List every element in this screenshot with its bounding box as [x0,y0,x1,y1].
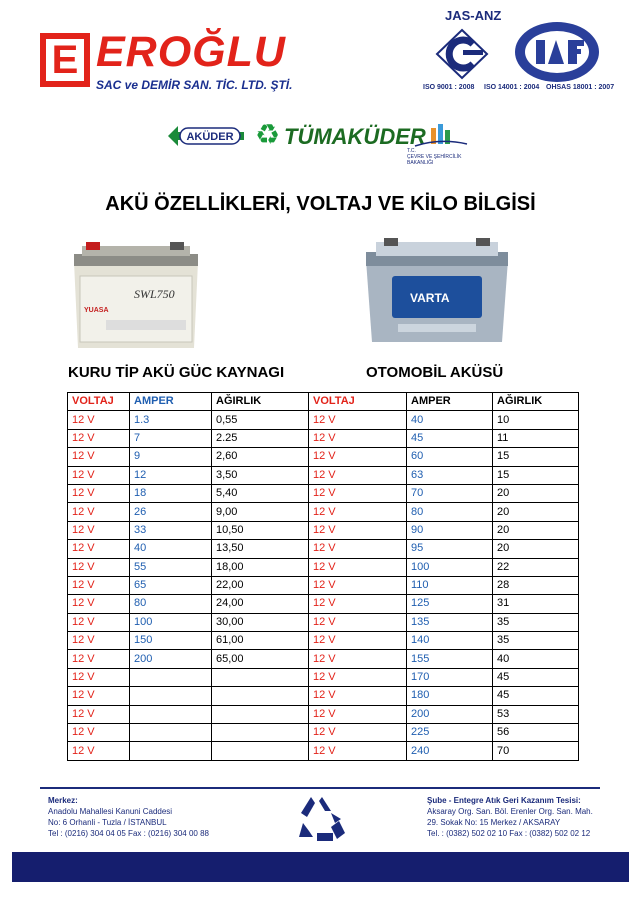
table-cell: 18 [130,484,212,502]
table-cell: 12 V [68,558,130,576]
table-cell: 12 V [68,411,130,429]
table-cell: 12 V [309,411,407,429]
iaf-logo [512,18,602,86]
table-cell: 12 V [309,632,407,650]
table-cell [212,742,309,760]
table-cell: 45 [493,668,579,686]
section-car-battery: OTOMOBİL AKÜSÜ [366,364,504,381]
table-cell: 12 V [68,540,130,558]
table-cell: 12 V [68,668,130,686]
header-voltage-right: VOLTAJ [309,393,407,411]
footer-divider [40,787,600,789]
header-weight-right: AĞIRLIK [493,393,579,411]
table-cell: 12 V [309,724,407,742]
table-cell: 12 V [68,742,130,760]
table-cell: 65,00 [212,650,309,668]
header-amper-left: AMPER [130,393,212,411]
table-cell: 135 [407,613,493,631]
table-cell: 11 [493,429,579,447]
table-cell: 12 V [309,613,407,631]
table-row [68,540,579,558]
table-cell [130,724,212,742]
table-cell: 70 [407,484,493,502]
table-cell: 12 V [309,576,407,594]
table-cell: 5,40 [212,484,309,502]
table-cell: 63 [407,466,493,484]
table-cell: 10 [493,411,579,429]
table-cell: 12 V [68,650,130,668]
table-cell: 80 [407,503,493,521]
table-cell [212,724,309,742]
company-subtitle: SAC ve DEMİR SAN. TİC. LTD. ŞTİ. [96,78,293,92]
table-cell: 33 [130,521,212,539]
table-cell: 12 V [309,466,407,484]
table-cell: 12 V [68,484,130,502]
akuder-logo [166,123,252,149]
table-cell: 15 [493,466,579,484]
table-cell: 100 [407,558,493,576]
table-cell [130,705,212,723]
table-cell: 12 V [68,429,130,447]
table-cell [130,742,212,760]
table-row [68,742,579,760]
table-cell: 0,55 [212,411,309,429]
table-cell: 12 V [68,724,130,742]
table-cell: 12 V [309,705,407,723]
table-cell: 30,00 [212,613,309,631]
table-cell: 18,00 [212,558,309,576]
table-cell: 155 [407,650,493,668]
table-row [68,687,579,705]
footer-hq-address: Merkez: Anadolu Mahallesi Kanuni Caddesi No: 6 Orhanli - Tuzla / İSTANBUL Tel : (0216) 304 04 05 Fax : (0216) 304 00 88 [48,796,209,838]
table-cell: 22,00 [212,576,309,594]
company-name: EROĞLU [96,28,286,76]
table-cell: 1.3 [130,411,212,429]
table-cell: 20 [493,521,579,539]
table-cell: 125 [407,595,493,613]
table-cell: 22 [493,558,579,576]
footer-branch-address: Şube - Entegre Atık Geri Kazanım Tesisi: Aksaray Org. San. Böl. Erenler Org. San. Mah. 29. Sokak No: 15 Merkez / AKSARAY Tel. : (0382) 502 02 10 Fax : (0382) 502 02 12 [427,796,593,838]
table-row [68,503,579,521]
table-row [68,705,579,723]
table-cell: 9 [130,448,212,466]
table-cell: 200 [130,650,212,668]
table-cell: 12 V [309,668,407,686]
table-cell: 65 [130,576,212,594]
table-cell: 70 [493,742,579,760]
table-cell: 28 [493,576,579,594]
table-cell: 12 V [68,595,130,613]
table-cell: 45 [407,429,493,447]
table-cell: 100 [130,613,212,631]
table-cell: 90 [407,521,493,539]
battery-table [67,392,579,761]
table-cell: 12 V [309,540,407,558]
table-cell: 12 V [68,705,130,723]
table-cell: 225 [407,724,493,742]
table-row [68,632,579,650]
table-cell: 150 [130,632,212,650]
company-logo [40,33,90,87]
yuasa-label: YUASA [84,307,109,314]
table-cell: 12 V [68,503,130,521]
table-cell: 12 V [309,742,407,760]
table-cell: 110 [407,576,493,594]
table-cell: 12 V [309,448,407,466]
table-cell: 35 [493,632,579,650]
table-cell: 12 V [309,429,407,447]
section-dry-battery: KURU TİP AKÜ GÜC KAYNAGI [68,364,285,381]
table-cell: 12 V [68,613,130,631]
jas-anz-logo [433,26,491,82]
table-row [68,650,579,668]
table-cell: 24,00 [212,595,309,613]
table-cell: 53 [493,705,579,723]
table-cell: 12 V [309,484,407,502]
dry-battery-image [66,240,206,352]
table-cell: 13,50 [212,540,309,558]
table-row [68,724,579,742]
table-cell: 2,60 [212,448,309,466]
table-cell: 40 [407,411,493,429]
table-cell: 31 [493,595,579,613]
table-cell: 12 V [68,448,130,466]
table-cell: 80 [130,595,212,613]
akuder-text: AKÜDER [186,131,234,143]
table-cell [212,687,309,705]
table-cell: 12 V [309,558,407,576]
table-cell: 2.25 [212,429,309,447]
table-cell: 12 V [68,466,130,484]
table-cell: 10,50 [212,521,309,539]
tumakuder-logo: TÜMAKÜDER [284,124,426,149]
battery-model-label: SWL750 [134,287,175,301]
logo-letter: E [51,38,79,82]
table-cell [130,687,212,705]
header-amper-right: AMPER [407,393,493,411]
table-cell: 12 V [309,687,407,705]
table-cell: 180 [407,687,493,705]
page-title: AKÜ ÖZELLİKLERİ, VOLTAJ VE KİLO BİLGİSİ [105,193,536,215]
table-cell: 61,00 [212,632,309,650]
table-cell: 9,00 [212,503,309,521]
header-weight-left: AĞIRLIK [212,393,309,411]
table-cell: 45 [493,687,579,705]
table-cell: 140 [407,632,493,650]
table-cell: 26 [130,503,212,521]
table-cell [212,705,309,723]
ohsas-18001: OHSAS 18001 : 2007 [546,84,615,91]
table-cell: 20 [493,503,579,521]
table-cell: 170 [407,668,493,686]
table-cell: 200 [407,705,493,723]
table-row [68,411,579,429]
table-row [68,558,579,576]
table-cell: 12 V [309,595,407,613]
table-cell: 12 V [68,632,130,650]
table-cell: 20 [493,540,579,558]
header-voltage-left: VOLTAJ [68,393,130,411]
table-row [68,484,579,502]
ministry-text: T.C. ÇEVRE VE ŞEHİRCİLİK BAKANLIĞI [407,148,462,166]
table-cell: 40 [493,650,579,668]
table-cell: 12 V [68,687,130,705]
table-cell: 40 [130,540,212,558]
table-cell: 240 [407,742,493,760]
recycle-icon: ♻ [255,119,281,150]
table-cell [212,668,309,686]
table-row [68,595,579,613]
table-cell: 12 V [309,650,407,668]
varta-label: VARTA [410,291,450,305]
table-row [68,576,579,594]
table-row [68,448,579,466]
table-row [68,466,579,484]
table-cell: 35 [493,613,579,631]
jas-anz-title: JAS-ANZ [445,8,502,23]
table-row [68,668,579,686]
table-cell: 60 [407,448,493,466]
table-cell: 12 V [309,503,407,521]
iso-14001: ISO 14001 : 2004 [484,84,540,91]
table-row [68,613,579,631]
recycle-logo-icon [295,793,349,845]
table-cell: 7 [130,429,212,447]
table-row [68,429,579,447]
table-row [68,521,579,539]
table-cell: 12 [130,466,212,484]
table-cell: 12 V [68,576,130,594]
table-cell [130,668,212,686]
table-cell: 95 [407,540,493,558]
footer-bar [12,852,629,882]
table-cell: 15 [493,448,579,466]
table-cell: 3,50 [212,466,309,484]
table-cell: 55 [130,558,212,576]
iso-9001: ISO 9001 : 2008 [423,84,475,91]
table-cell: 56 [493,724,579,742]
table-cell: 20 [493,484,579,502]
table-cell: 12 V [68,521,130,539]
table-header-row [68,393,579,411]
car-battery-image [362,238,512,348]
table-cell: 12 V [309,521,407,539]
